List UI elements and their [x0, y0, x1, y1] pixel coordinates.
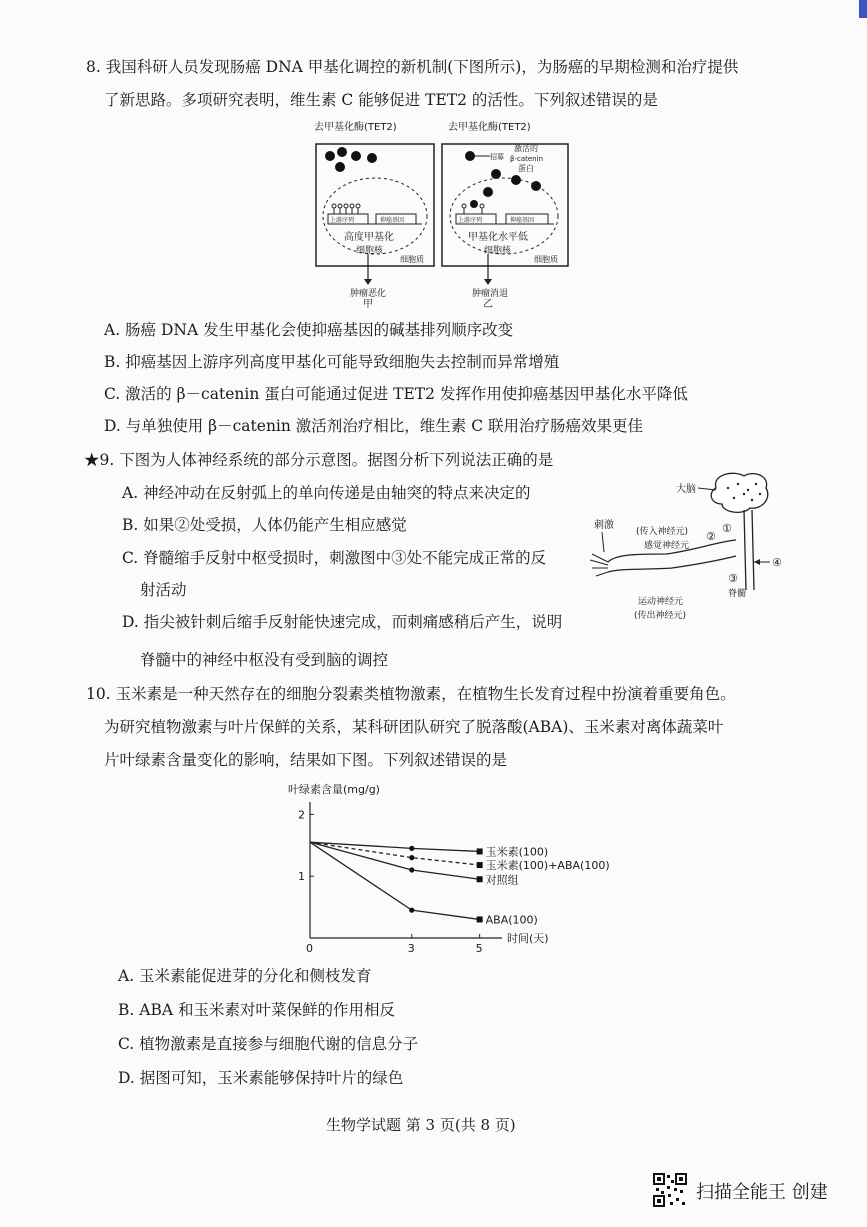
chart-point [409, 855, 414, 860]
q8-high-methyl: 高度甲基化 [344, 232, 394, 243]
chart-point [409, 867, 414, 872]
q9-option-d: D. 指尖被针刺后缩手反射能快速完成，而刺痛感稍后产生，说明 [122, 613, 563, 631]
q8-left-dot [335, 162, 345, 172]
q8-left-dot [367, 153, 377, 163]
q8-left-enzyme: 去甲基化酶(TET2) [314, 122, 397, 133]
q10-option-c: C. 植物激素是直接参与细胞代谢的信息分子 [118, 1035, 419, 1053]
q9-marker-4-arrowhead [754, 559, 760, 565]
q9-option-c: C. 脊髓缩手反射中枢受损时，刺激图中③处不能完成正常的反 [122, 549, 547, 567]
chart-y-tick: 2 [298, 808, 305, 822]
q8-activated: 激活的 [514, 144, 538, 153]
chart-end-marker [477, 848, 483, 854]
q9-spinal-label: 脊髓 [728, 589, 747, 599]
q9-option-d-cont: 脊髓中的神经中枢没有受到脑的调控 [140, 651, 389, 669]
chart-series-label: 玉米素(100)+ABA(100) [485, 859, 610, 873]
qr-code-icon [652, 1172, 688, 1208]
q10-stem-line2: 为研究植物激素与叶片保鲜的关系，某科研团队研究了脱落酸(ABA)、玉米素对离体蔬菜叶 [104, 718, 724, 736]
q8-right-dot [491, 169, 501, 179]
q9-afferent: (传入神经元) [636, 527, 689, 537]
chart-end-marker [477, 916, 483, 922]
q8-option-d: D. 与单独使用 β－catenin 激活剂治疗相比，维生素 C 联用治疗肠癌效果更佳 [104, 417, 644, 435]
q8-right-label: 乙 [483, 299, 493, 308]
chart-series-label: 对照组 [485, 873, 519, 887]
q8-left-methyl-marks [332, 204, 360, 214]
q8-beta-catenin: β-catenin [510, 155, 544, 163]
q9-option-c-cont: 射活动 [140, 581, 187, 599]
q9-stimulus: 刺激 [594, 520, 614, 531]
q8-right-nucleus-label: 细胞核 [484, 246, 512, 256]
q9-marker-1: ① [722, 522, 732, 535]
arm-lower [608, 556, 736, 572]
chart-end-marker [477, 862, 483, 868]
q8-left-nucleus-label: 细胞核 [356, 246, 384, 256]
q8-left-label: 甲 [363, 299, 373, 308]
q8-right-enzyme-bound [470, 200, 478, 208]
q9-brain-label: 大脑 [676, 484, 696, 495]
q8-left-upstream: 上游序列 [330, 217, 355, 224]
q8-stem-line1: 8. 我国科研人员发现肠癌 DNA 甲基化调控的新机制(下图所示)，为肠癌的早期检测和治疗提供 [86, 58, 739, 76]
q9-stem: ★9. 下图为人体神经系统的部分示意图。据图分析下列说法正确的是 [84, 451, 554, 469]
q8-right-dot [511, 175, 521, 185]
watermark-text: 扫描全能王 创建 [696, 1182, 828, 1203]
q8-right-dot [465, 151, 475, 161]
chart-x-tick: 5 [475, 942, 483, 952]
chart-series-label: 玉米素(100) [485, 845, 549, 859]
q8-left-arrowhead [364, 279, 372, 285]
q9-brain-pointer [698, 488, 716, 490]
q9-marker-4: ④ [772, 556, 782, 569]
q10-option-d: D. 据图可知，玉米素能够保持叶片的绿色 [118, 1069, 404, 1087]
q8-option-c: C. 激活的 β－catenin 蛋白可能通过促进 TET2 发挥作用使抑癌基因甲基化水平降低 [104, 385, 688, 403]
q10-chart [270, 780, 630, 952]
q9-marker-2: ② [706, 530, 716, 543]
q9-efferent: (传出神经元) [634, 611, 687, 621]
q8-stem-line2: 了新思路。多项研究表明，维生素 C 能够促进 TET2 的活性。下列叙述错误的是 [104, 91, 658, 109]
q9-option-a: A. 神经冲动在反射弧上的单向传递是由轴突的特点来决定的 [122, 484, 531, 502]
chart-y-label: 叶绿素含量(mg/g) [288, 783, 380, 796]
q8-option-b: B. 抑癌基因上游序列高度甲基化可能导致细胞失去控制而异常增殖 [104, 353, 560, 371]
chart-series-line [310, 842, 480, 865]
q8-right-arrowhead [484, 279, 492, 285]
q10-stem-line1: 10. 玉米素是一种天然存在的细胞分裂素类植物激素，在植物生长发育过程中扮演着重要角色。 [86, 685, 736, 703]
edge-mark [859, 0, 867, 18]
q10-option-a: A. 玉米素能促进芽的分化和侧枝发育 [118, 967, 372, 985]
q8-right-enzyme: 去甲基化酶(TET2) [448, 122, 531, 133]
q9-nervous-diagram [586, 470, 796, 630]
q10-stem-line3: 片叶绿素含量变化的影响，结果如下图。下列叙述错误的是 [104, 751, 508, 769]
chart-y-tick: 1 [298, 870, 305, 884]
q9-stimulus-arrow [602, 532, 604, 552]
hand-icon [590, 554, 608, 576]
brain-icon [711, 473, 768, 512]
q8-right-dot [531, 181, 541, 191]
q8-diagram [300, 116, 590, 308]
page-footer: 生物学试题 第 3 页(共 8 页) [326, 1116, 516, 1134]
q8-left-outcome: 肿瘤恶化 [350, 289, 387, 299]
q9-motor: 运动神经元 [638, 597, 684, 607]
q8-left-gene: 抑癌基因 [380, 217, 405, 224]
q8-protein: 蛋白 [518, 164, 534, 173]
spinal-cord [744, 510, 754, 590]
q9-sensory: 感觉神经元 [644, 541, 690, 551]
chart-point [409, 908, 414, 913]
chart-series-label: ABA(100) [485, 913, 538, 927]
q8-right-cytoplasm: 细胞质 [534, 255, 558, 264]
q8-recruit: 招募 [490, 153, 504, 161]
q8-left-cytoplasm: 细胞质 [400, 255, 424, 264]
q10-option-b: B. ABA 和玉米素对叶菜保鲜的作用相反 [118, 1001, 395, 1019]
chart-point [409, 846, 414, 851]
q8-left-dot [337, 147, 347, 157]
q8-right-gene: 抑癌基因 [510, 217, 535, 224]
q9-option-b: B. 如果②处受损，人体仍能产生相应感觉 [122, 516, 407, 534]
chart-x-label: 时间(天) [507, 932, 549, 945]
q8-left-dot [351, 151, 361, 161]
q8-low-methyl: 甲基化水平低 [468, 232, 528, 243]
chart-x-tick: 3 [407, 942, 415, 952]
q8-right-dot [483, 187, 493, 197]
chart-series-line [310, 842, 480, 851]
q8-left-dot [325, 151, 335, 161]
q9-marker-3: ③ [728, 572, 738, 585]
q8-right-outcome: 肿瘤消退 [472, 289, 509, 299]
chart-end-marker [477, 876, 483, 882]
q8-option-a: A. 肠癌 DNA 发生甲基化会使抑癌基因的碱基排列顺序改变 [104, 321, 514, 339]
chart-series-line [310, 842, 480, 919]
q8-right-upstream: 上游序列 [458, 217, 483, 224]
chart-x-tick: 0 [306, 942, 313, 952]
